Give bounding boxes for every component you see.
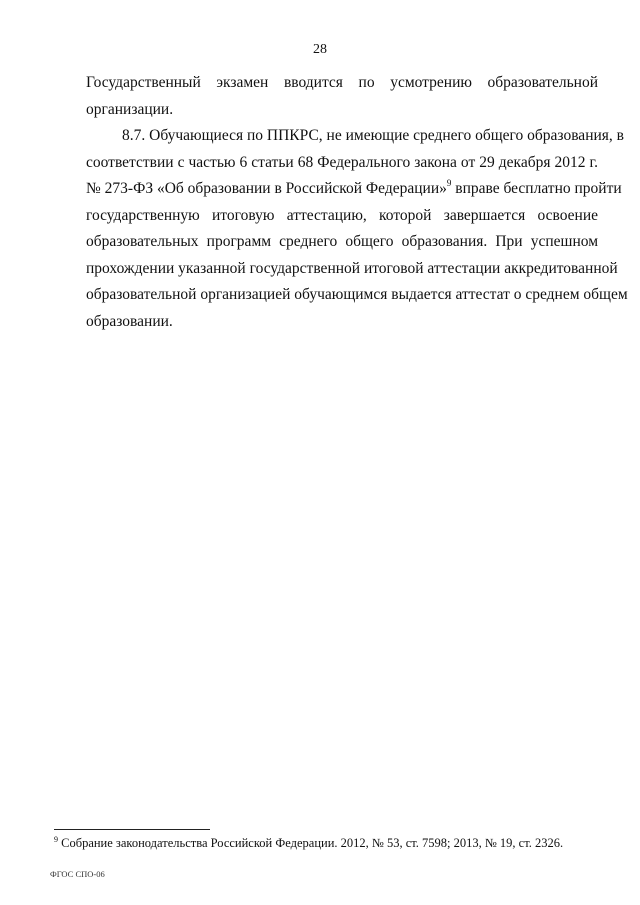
footnote-divider (54, 829, 210, 830)
text-line: Государственный экзамен вводится по усмотрению образовательной (86, 74, 598, 91)
text-line: образовательной организацией обучающимся выдается аттестат о среднем общем (86, 286, 628, 303)
text-segment: вправе бесплатно пройти (455, 180, 622, 197)
body-text (86, 70, 628, 335)
footnote-mark: 9 (54, 835, 58, 844)
text-line (86, 176, 622, 203)
text-line: соответствии с частью 6 статьи 68 Федерального закона от 29 декабря 2012 г. (86, 153, 598, 171)
document-code: ФГОС СПО-06 (50, 869, 105, 879)
text-line: прохождении указанной государственной итоговой аттестации аккредитованной (86, 259, 618, 277)
text-segment: № 273-ФЗ «Об образовании в Российской Федерации» (86, 180, 447, 197)
text-line: образовательных программ среднего общего образования. При успешном (86, 233, 598, 250)
text-line: организации. (86, 100, 174, 118)
text-line: образовании. (86, 312, 173, 330)
footnote (54, 836, 563, 851)
page-number: 28 (313, 42, 327, 57)
footnote-reference: 9 (446, 178, 452, 188)
text-line: 8.7. Обучающиеся по ППКРС, не имеющие среднего общего образования, в (122, 127, 624, 144)
text-line: государственную итоговую аттестацию, которой завершается освоение (86, 206, 598, 224)
footnote-text: Собрание законодательства Российской Федерации. 2012, № 53, ст. 7598; 2013, № 19, ст. 2326. (61, 836, 564, 850)
